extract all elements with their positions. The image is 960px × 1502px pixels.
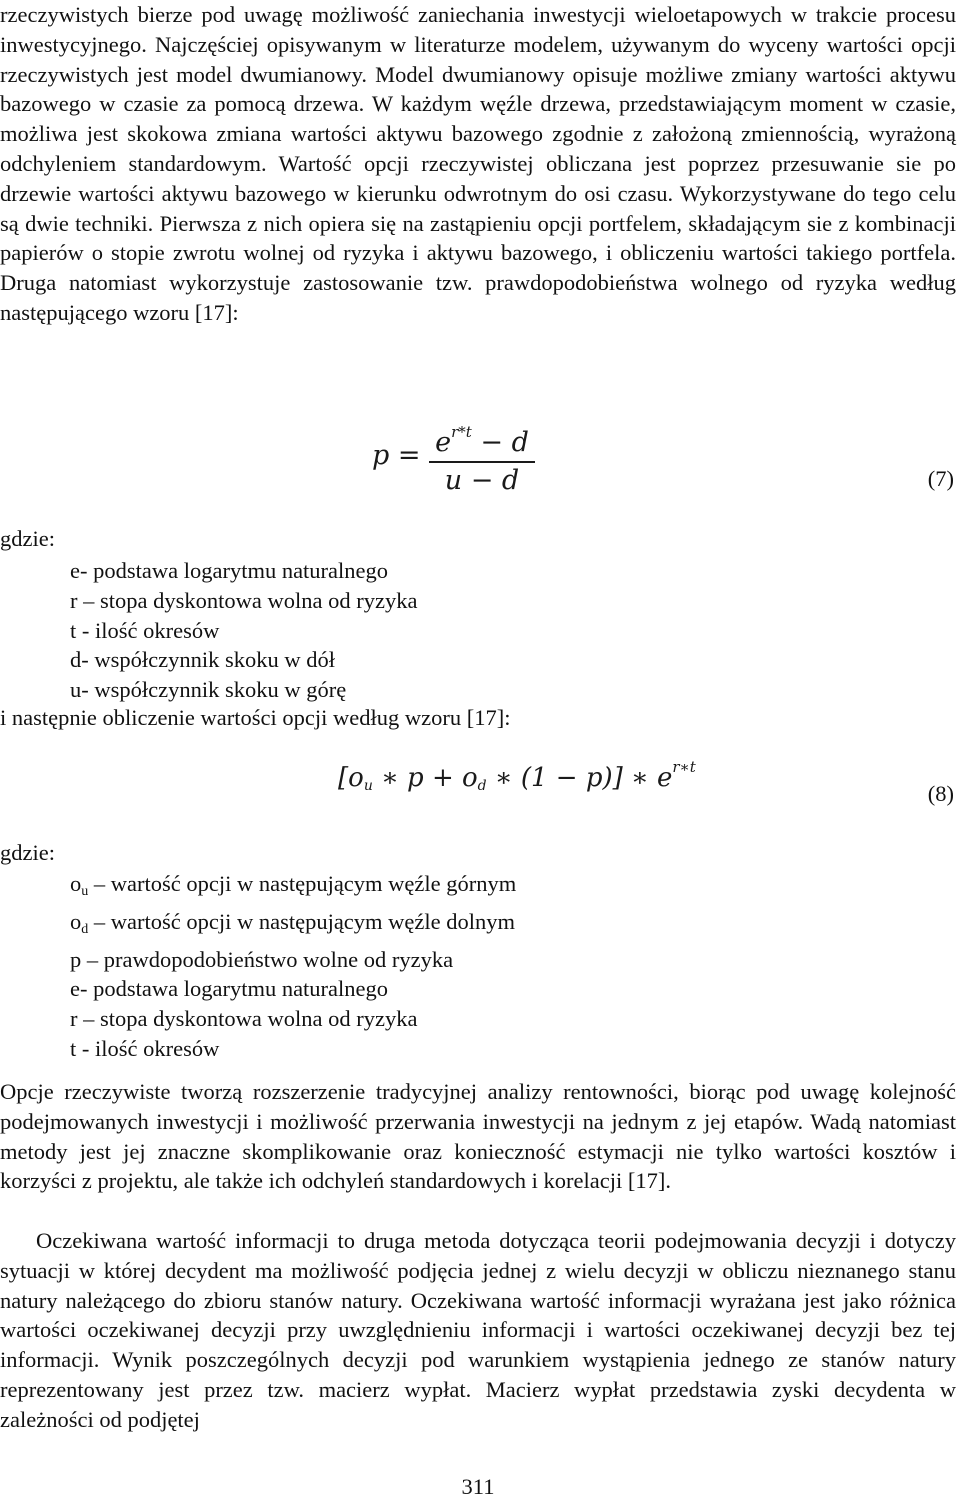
definition-item: t - ilość okresów <box>70 617 220 643</box>
page-number: 311 <box>461 1474 495 1499</box>
definition-item-ou: $o_u$ – wartość opcji w następującym węźle górnym <box>70 871 517 899</box>
where-label-1: gdzie: <box>0 526 55 551</box>
formula-7-numerator: $e^{r*t} - d$ <box>429 414 535 463</box>
definition-item: r – stopa dyskontowa wolna od ryzyka <box>70 587 418 613</box>
formula-7 <box>372 414 535 499</box>
definition-item: u- współczynnik skoku w górę <box>70 677 347 703</box>
paragraph-expected-value-information: Oczekiwana wartość informacji to druga metoda dotycząca teorii podejmowania decyzji i dotyczy sytuacji w której decydent ma możliwość podjęcia jednej z wielu decyzji w obliczu nieznanego stanu natury należącego do zbioru stanów natury. Oczekiwana wartość informacji wyrażana jest jako różnica wartości oczekiwanej decyzji przy uwzględnieniu informacji i wartości oczekiwanej decyzji bez tej informacji. Wynik poszczególnych decyzji pod warunkiem wystąpienia jednego ze stanów natury reprezentowany jest przez tzw. macierz wypłat. Macierz wypłat przedstawia zyski decydenta w zależności od podjętej <box>0 1228 956 1432</box>
paragraph-real-options-intro: rzeczywistych bierze pod uwagę możliwość zaniechania inwestycji wieloetapowych w trakcie procesu inwestycyjnego. Najczęściej opisywanym w literaturze modelem, używanym do wyceny wartości opcji rzeczywistych jest model dwumianowy. Model dwumianowy opisuje możliwe zmiany wartości aktywu bazowego w czasie za pomocą drzewa. W każdym węźle drzewa, przedstawiającym moment w czasie, możliwa jest skokowa zmiana wartości aktywu bazowego zgodnie z założoną zmiennością, wyrażoną odchyleniem standardowym. Wartość opcji rzeczywistej obliczana jest poprzez przesuwanie sie po drzewie wartości aktywu bazowego w kierunku odwrotnym do osi czasu. Wykorzystywane do tego celu są dwie techniki. Pierwsza z nich opiera się na zastąpieniu opcji portfelem, składającym sie z kombinacji papierów o stopie zwrotu wolnej od ryzyka i aktywu bazowego, i obliczeniu wartości takiego portfela. Druga natomiast wykorzystuje zastosowanie tzw. prawdopodobieństwa wolnego od ryzyka według następującego wzoru [17]: <box>0 2 956 325</box>
formula-7-fraction <box>429 414 535 499</box>
formula-7-equals: = <box>397 440 421 471</box>
formula-8: [$o_u$ ∗ $p + o_d$ ∗ (1 − p)] ∗ $e^{r∗t}$ <box>338 758 696 794</box>
definition-item: e- podstawa logarytmu naturalnego <box>70 976 389 1002</box>
formula-7-lhs: p <box>372 440 390 471</box>
definition-item: t - ilość okresów <box>70 1035 220 1061</box>
definition-item-od: $o_d$ – wartość opcji w następującym węźle dolnym <box>70 908 516 937</box>
formula-7-denominator: u − d <box>444 465 520 496</box>
definition-item: r – stopa dyskontowa wolna od ryzyka <box>70 1006 418 1032</box>
equation-number-8: (8) <box>927 781 954 806</box>
definition-item: e- podstawa logarytmu naturalnego <box>70 558 389 583</box>
definition-item: p – prawdopodobieństwo wolne od ryzyka <box>70 946 454 972</box>
definition-list-2 <box>70 869 516 1064</box>
paragraph-real-options-summary: Opcje rzeczywiste tworzą rozszerzenie tradycyjnej analizy rentowności, biorąc pod uwagę kolejność podejmowanych inwestycji i możliwość przerwania inwestycji na jednym z jej etapów. Wadą natomiast metody jest jej znaczne skomplikowanie oraz konieczność estymacji nie tylko wartości kosztów i korzyści z projektu, ale także ich odchyleń standardowych i korelacji [17]. <box>0 1079 956 1194</box>
definition-item: d- współczynnik skoku w dół <box>70 647 335 673</box>
where-label-2: gdzie: <box>0 840 55 865</box>
definition-list-1 <box>70 556 417 705</box>
equation-number-7: (7) <box>927 466 954 491</box>
transition-sentence: i następnie obliczenie wartości opcji według wzoru [17]: <box>0 705 511 730</box>
